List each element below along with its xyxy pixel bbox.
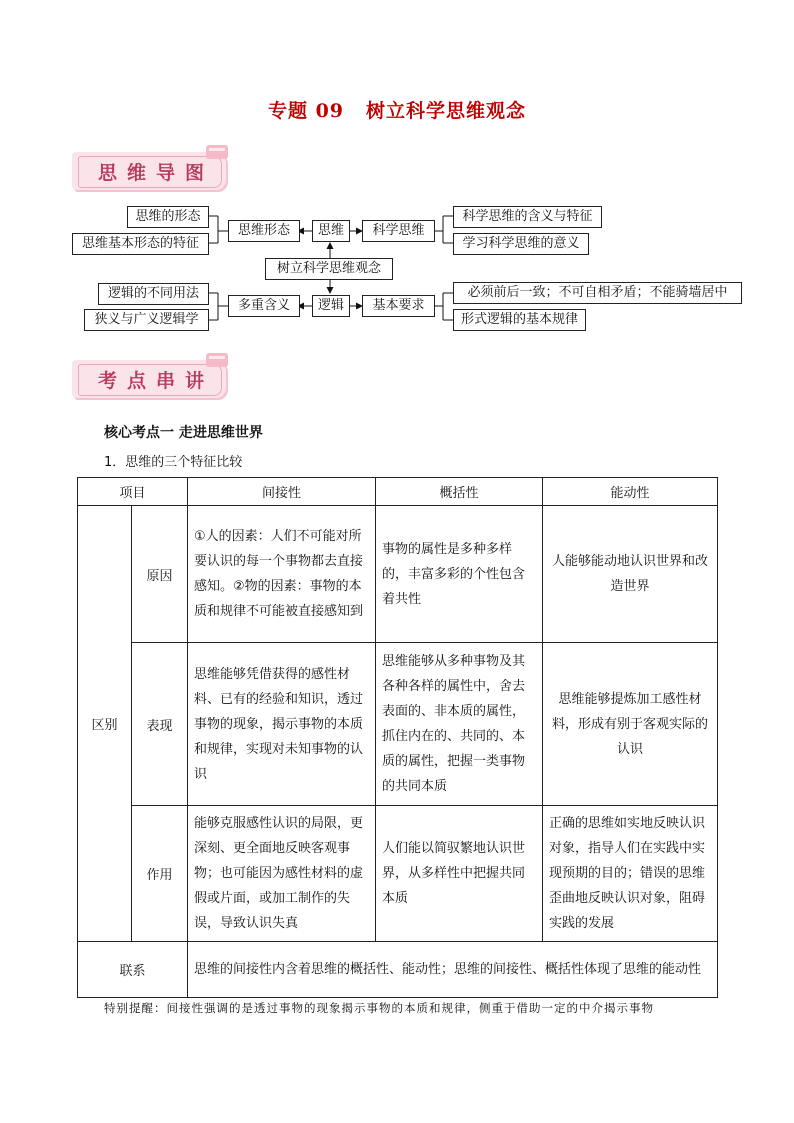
table-row bbox=[78, 643, 718, 806]
table-header-row bbox=[78, 478, 718, 506]
banner-points-text: 考点串讲 bbox=[98, 370, 215, 392]
section-subheading: 1．思维的三个特征比较 bbox=[104, 455, 243, 470]
header-nengdongxing: 能动性 bbox=[543, 478, 718, 506]
table-row bbox=[78, 942, 718, 998]
cell-biaoxian-nengdong: 思维能够提炼加工感性材料，形成有别于客观实际的认识 bbox=[543, 643, 718, 806]
row-label-yuanyin: 原因 bbox=[132, 506, 188, 643]
special-note: 特别提醒：间接性强调的是透过事物的现象揭示事物的本质和规律，侧重于借助一定的中介揭示事物 bbox=[104, 1001, 654, 1015]
section-heading: 核心考点一 走进思维世界 bbox=[104, 425, 263, 441]
node-qianhou-yizhi: 必须前后一致；不可自相矛盾；不能骑墙居中 bbox=[453, 282, 742, 304]
mind-map bbox=[0, 0, 794, 360]
cell-biaoxian-jianjie: 思维能够凭借获得的感性材料、已有的经验和知识，透过事物的现象，揭示事物的本质和规律，实现对未知事物的认识 bbox=[188, 643, 376, 806]
banner-mindmap-text: 思维导图 bbox=[98, 162, 215, 184]
row-label-biaoxian: 表现 bbox=[132, 643, 188, 806]
paperclip-icon bbox=[206, 353, 228, 367]
row-label-zuoyong: 作用 bbox=[132, 806, 188, 942]
node-xiayi-guangyi: 狭义与广义逻辑学 bbox=[84, 309, 209, 331]
header-xiangmu: 项目 bbox=[78, 478, 188, 506]
title-prefix: 专题 09 bbox=[267, 100, 345, 122]
node-siwei-jiben-tezheng: 思维基本形态的特征 bbox=[72, 233, 209, 255]
table-row bbox=[78, 806, 718, 942]
row-label-lianxi: 联系 bbox=[78, 942, 188, 998]
table-row bbox=[78, 506, 718, 643]
node-siwei: 思维 bbox=[312, 220, 350, 242]
cell-zuoyong-nengdong: 正确的思维如实地反映认识对象，指导人们在实践中实现预期的目的；错误的思维歪曲地反映认识对象，阻碍实践的发展 bbox=[543, 806, 718, 942]
cell-yuanyin-jianjie: ①人的因素：人们不可能对所要认识的每一个事物都去直接感知。②物的因素：事物的本质和规律不可能被直接感知到 bbox=[188, 506, 376, 643]
node-kexue-hanyi: 科学思维的含义与特征 bbox=[453, 206, 602, 228]
comparison-table bbox=[77, 477, 718, 998]
node-duochong-hanyi: 多重含义 bbox=[228, 295, 300, 317]
cell-yuanyin-gaikuo: 事物的属性是多种多样的，丰富多彩的个性包含着共性 bbox=[376, 506, 543, 643]
node-xingshi-guilv: 形式逻辑的基本规律 bbox=[453, 309, 586, 331]
cell-yuanyin-nengdong: 人能够能动地认识世界和改造世界 bbox=[543, 506, 718, 643]
cell-biaoxian-gaikuo: 思维能够从多种事物及其各种各样的属性中，舍去表面的、非本质的属性，抓住内在的、共同的、本质的属性，把握一类事物的共同本质 bbox=[376, 643, 543, 806]
banner-points bbox=[72, 356, 234, 400]
title-main: 树立科学思维观念 bbox=[366, 100, 527, 122]
row-group-qubie: 区别 bbox=[78, 506, 132, 942]
header-jianjiexing: 间接性 bbox=[188, 478, 376, 506]
node-siwei-de-xingtai: 思维的形态 bbox=[127, 206, 209, 228]
cell-zuoyong-gaikuo: 人们能以简驭繁地认识世界，从多样性中把握共同本质 bbox=[376, 806, 543, 942]
header-gaikuoxing: 概括性 bbox=[376, 478, 543, 506]
node-jiben-yaoqiu: 基本要求 bbox=[362, 295, 435, 317]
node-root: 树立科学思维观念 bbox=[265, 258, 393, 280]
node-luoji-butong-yongfa: 逻辑的不同用法 bbox=[98, 283, 209, 305]
node-siwei-xingtai: 思维形态 bbox=[228, 220, 300, 242]
cell-zuoyong-jianjie: 能够克服感性认识的局限，更深刻、更全面地反映客观事物；也可能因为感性材料的虚假或片面，或加工制作的失误，导致认识失真 bbox=[188, 806, 376, 942]
cell-lianxi: 思维的间接性内含着思维的概括性、能动性；思维的间接性、概括性体现了思维的能动性 bbox=[188, 942, 718, 998]
node-xuexi-yiyi: 学习科学思维的意义 bbox=[453, 233, 589, 255]
node-luoji: 逻辑 bbox=[312, 295, 350, 317]
node-kexue-siwei: 科学思维 bbox=[362, 220, 435, 242]
